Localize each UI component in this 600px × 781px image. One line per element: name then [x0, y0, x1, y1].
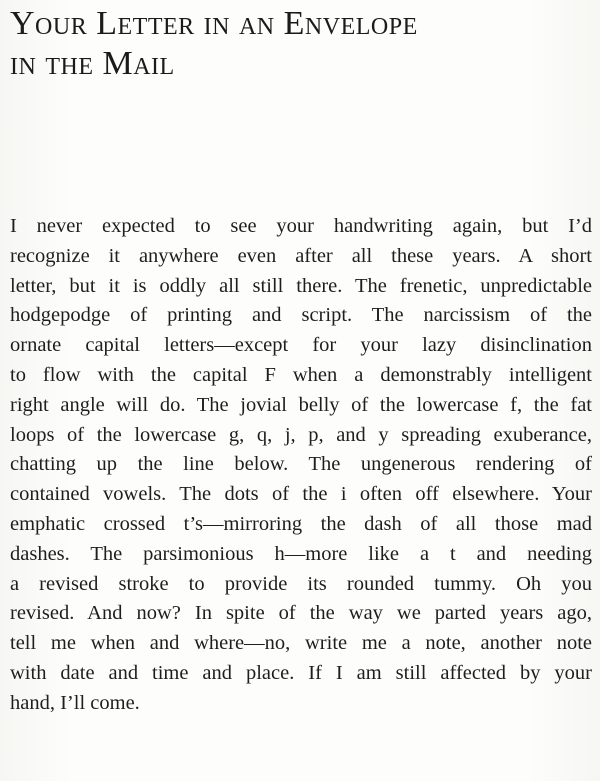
body-line: loops of the lowercase g, q, j, p, and y spreading exuberance, [10, 423, 592, 446]
body-line: letter, but it is oddly all still there. The frenetic, unpredictable [10, 274, 592, 297]
body-line: with date and time and place. If I am still affected by your [10, 661, 592, 684]
body-line: emphatic crossed t’s—mirroring the dash of all those mad [10, 512, 592, 535]
body-line: hodgepodge of printing and script. The narcissism of the [10, 304, 592, 327]
poem-title [10, 4, 590, 84]
body-line: to flow with the capital F when a demonstrably intelligent [10, 363, 592, 386]
body-line: ornate capital letters—except for your lazy disinclination [10, 334, 592, 357]
title-line-2: in the Mail [10, 45, 175, 82]
title-line-1: Your Letter in an Envelope [10, 5, 418, 42]
body-line: chatting up the line below. The ungenerous rendering of [10, 453, 592, 476]
body-line: a revised stroke to provide its rounded tummy. Oh you [10, 572, 592, 595]
body-line: I never expected to see your handwriting again, but I’d [10, 215, 592, 237]
body-line: contained vowels. The dots of the i often off elsewhere. Your [10, 483, 592, 506]
poem-body [10, 212, 592, 719]
body-line: recognize it anywhere even after all these years. A short [10, 244, 592, 267]
body-line: right angle will do. The jovial belly of the lowercase f, the fat [10, 393, 592, 416]
body-line: dashes. The parsimonious h—more like a t and needing [10, 542, 592, 565]
body-line: tell me when and where—no, write me a note, another note [10, 632, 592, 655]
body-line: revised. And now? In spite of the way we parted years ago, [10, 602, 592, 625]
body-line-last: hand, I’ll come. [10, 691, 140, 714]
